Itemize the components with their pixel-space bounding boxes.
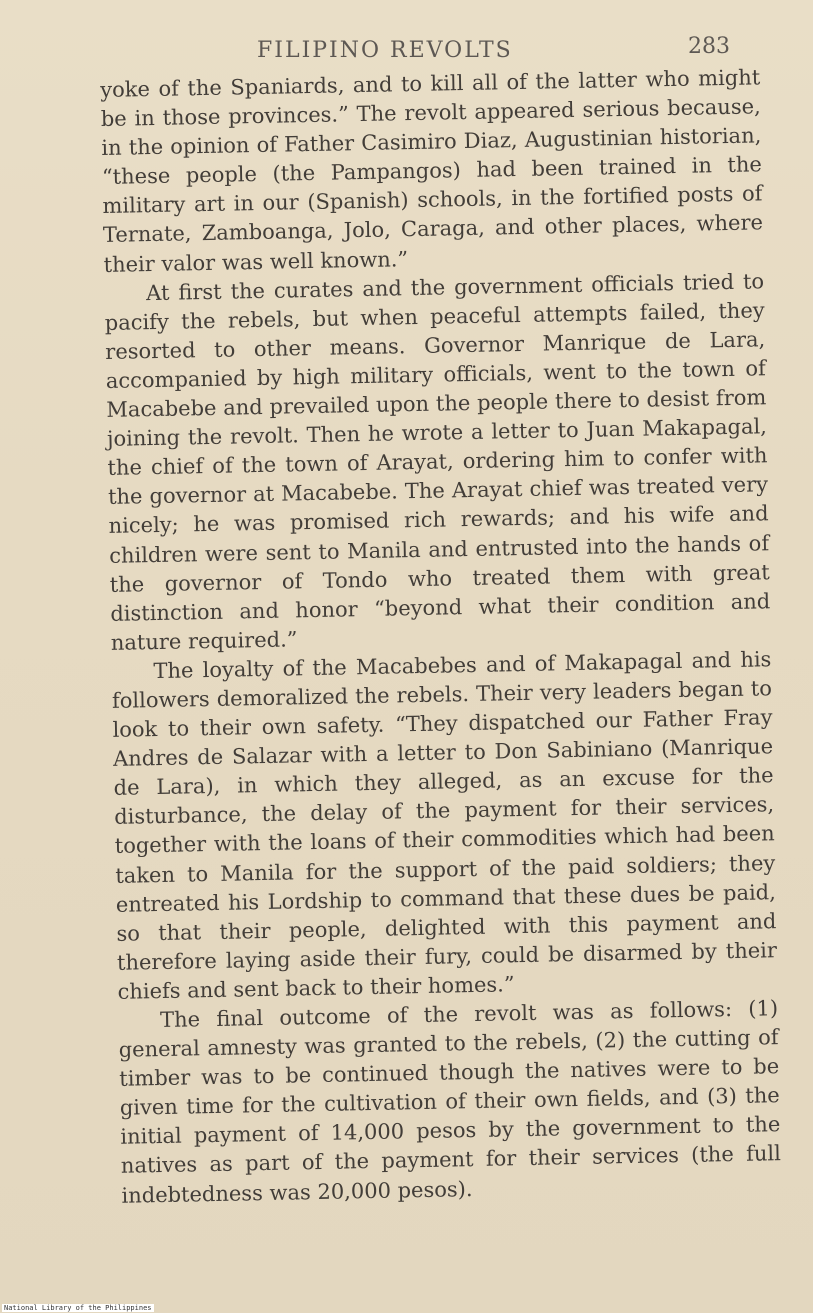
body-text — [100, 63, 782, 1210]
page-number: 283 — [688, 34, 730, 59]
paragraph-4: The final outcome of the revolt was as follows: (1) general amnesty was granted to the rebels, (2) the cutting of timber was to be continued though the natives were to be given time for the cultivation of their own fields, and (3) the initial payment of 14,000 pesos by the government to the natives as part of the payment for their services (the full indebtedness was 20,000 pesos). — [118, 996, 782, 1208]
running-head: FILIPINO REVOLTS — [257, 38, 513, 63]
paragraph-2: At first the curates and the government officials tried to pacify the rebels, but when peaceful attempts failed, they resorted to other means. Governor Manrique de Lara, accompanied by high military officials, went to the town of Macabebe and prevailed upon the people there to desist from joining the revolt. Then he wrote a letter to Juan Makapagal, the chief of the town of Arayat, ordering him to confer with the governor at Macabebe. The Arayat chief was treated very nicely; he was promised rich rewards; and his wife and children were sent to Manila and entrusted into the hands of the governor of Tondo who treated them with great distinction and honor “beyond what their condition and nature required.” — [104, 268, 771, 655]
paragraph-1: yoke of the Spaniards, and to kill all of the latter who might be in those provinces.” The revolt appeared serious because, in the opinion of Father Casimiro Diaz, Augustinian historian, “these people (the Pampangos) had been trained in the military art in our (Spanish) schools, in the fortified posts of Ternate, Zamboanga, Jolo, Caraga, and other places, where their valor was well known.” — [100, 65, 764, 277]
library-credit: National Library of the Philippines — [4, 1304, 152, 1312]
paragraph-3: The loyalty of the Macabebes and of Makapagal and his followers demoralized the rebels. Their very leaders began to look to their own safety. “They dispatched our Father Fray Andres de Salazar with a letter to Don Sabiniano (Manrique de Lara), in which they alleged, as an excuse for the disturbance, the delay of the payment for their services, together with the loans of their commodities which had been taken to Manila for the support of the paid soldiers; they entreated his Lordship to command that these dues be paid, so that their people, delighted with this payment and therefore laying aside their fury, could be disarmed by their chiefs and sent back to their homes.” — [111, 647, 778, 1004]
